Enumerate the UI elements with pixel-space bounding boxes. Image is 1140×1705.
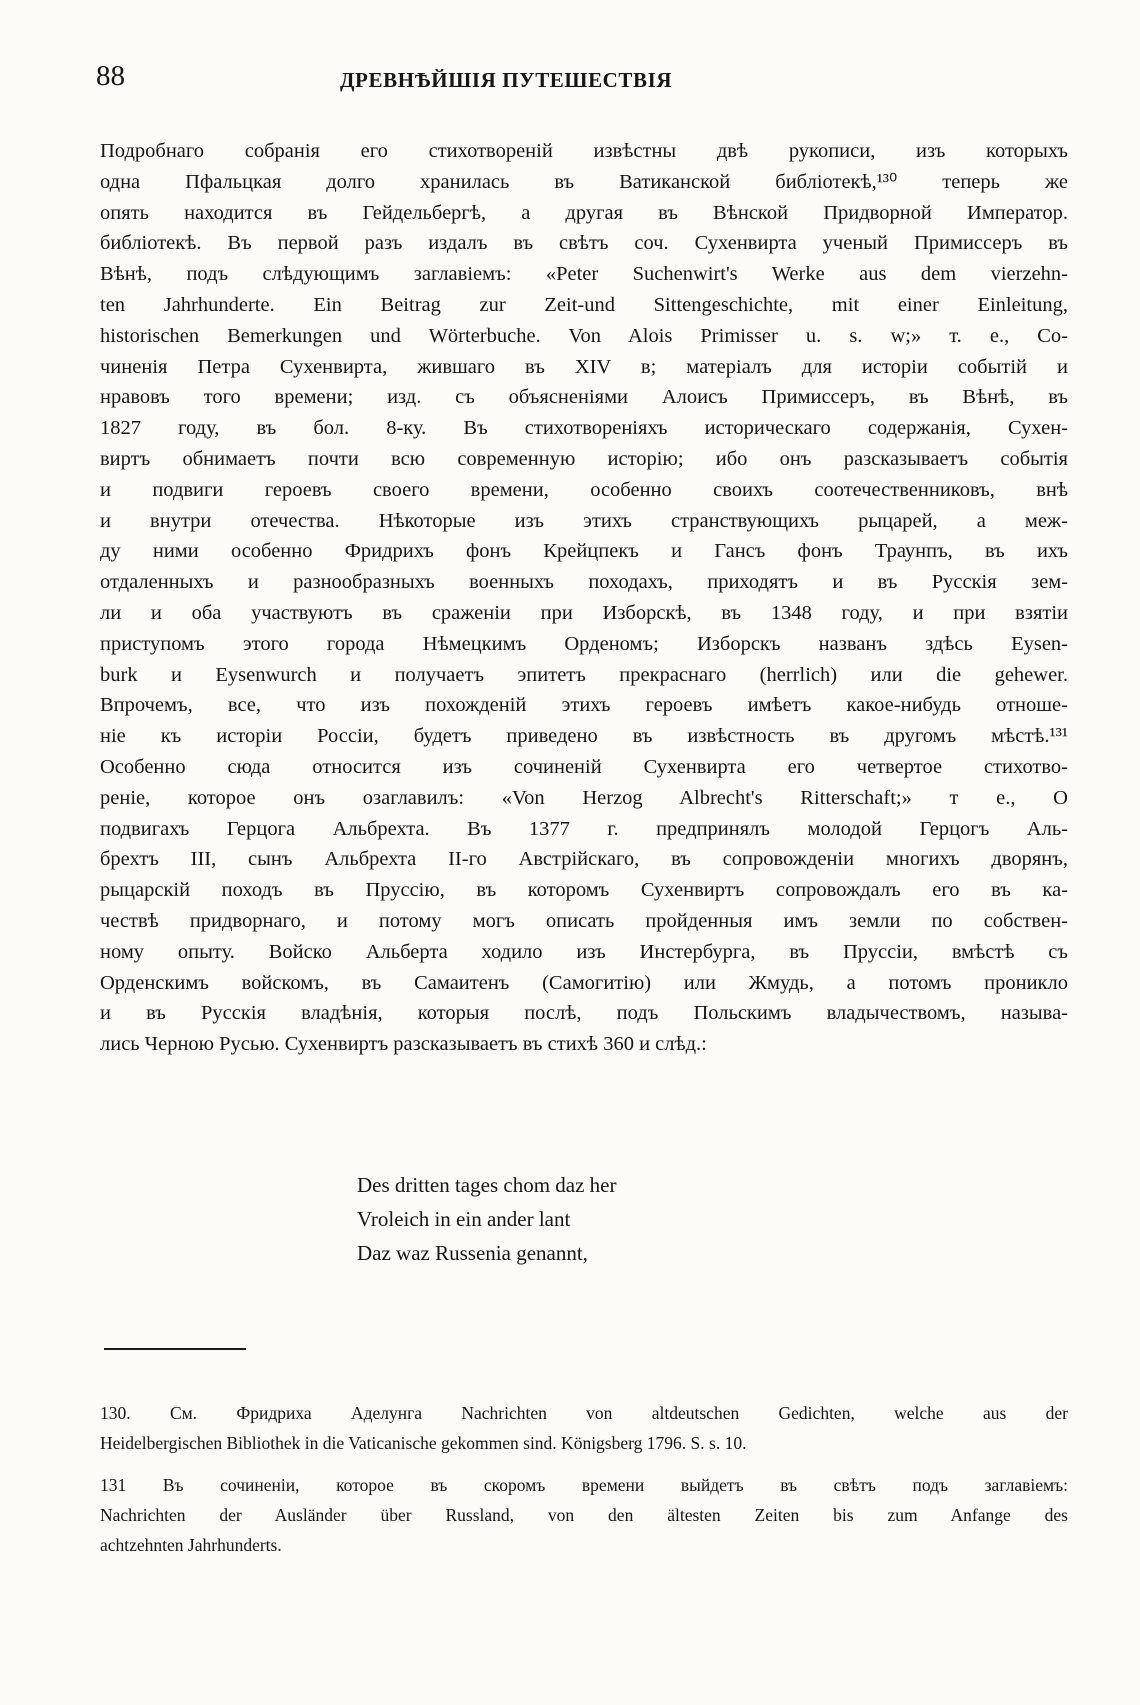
footnote-line: 131 Въ сочиненіи, которое въ скоромъ времени выйдетъ въ свѣтъ подъ заглавіемъ: — [100, 1475, 1068, 1495]
body-line: лись Черною Русью. Сухенвиртъ разсказываетъ въ стихѣ 360 и слѣд.: — [100, 1033, 707, 1056]
body-line: Орденскимъ войскомъ, въ Самаитенъ (Самогитію) или Жмудь, а потомъ проникло — [100, 971, 1068, 994]
page-number: 88 — [96, 60, 125, 92]
running-head: ДРЕВНѢЙШІЯ ПУТЕШЕСТВІЯ — [340, 68, 673, 92]
verse-line: Daz waz Russenia genannt, — [357, 1241, 588, 1265]
body-line: виртъ обнимаетъ почти всю современную исторію; ибо онъ разсказываетъ событія — [100, 447, 1068, 470]
body-text — [100, 136, 1068, 1060]
body-line: ду ними особенно Фридрихъ фонъ Крейцпекъ и Гансъ фонъ Траунпъ, въ ихъ — [100, 540, 1068, 563]
footnote-line: Nachrichten der Ausländer über Russland, von den ältesten Zeiten bis zum Anfange des — [100, 1505, 1068, 1525]
footnotes — [100, 1398, 1068, 1572]
body-line: 1827 году, въ бол. 8-ку. Въ стихотвореніяхъ историческаго содержанія, Сухен- — [100, 417, 1068, 440]
body-line: и подвиги героевъ своего времени, особенно своихъ соотечественниковъ, внѣ — [100, 478, 1068, 501]
body-line: опять находится въ Гейдельбергѣ, а другая въ Вѣнской Придворной Император. — [100, 201, 1068, 224]
footnote-separator — [104, 1348, 246, 1350]
body-line: приступомъ этого города Нѣмецкимъ Орденомъ; Изборскъ названъ здѣсь Eysen- — [100, 632, 1068, 655]
body-line: чествѣ придворнаго, и потому могъ описать пройденныя имъ земли по собствен- — [100, 909, 1068, 932]
body-line: рыцарскій походъ въ Пруссію, въ которомъ Сухенвиртъ сопровождалъ его въ ка- — [100, 879, 1068, 902]
verse-quote — [357, 1168, 617, 1270]
footnote-line: 130. См. Фридриха Аделунга Nachrichten von altdeutschen Gedichten, welche aus der — [100, 1403, 1068, 1423]
body-line: Вѣнѣ, подъ слѣдующимъ заглавіемъ: «Peter Suchenwirt's Werke aus dem vierzehn- — [100, 263, 1068, 286]
body-line: реніе, которое онъ озаглавилъ: «Von Herzog Albrecht's Ritterschaft;» т е., О — [100, 786, 1068, 809]
body-line: burk и Eysenwurch и получаетъ эпитетъ прекраснаго (herrlich) или die gehewer. — [100, 663, 1068, 686]
body-line: Впрочемъ, все, что изъ похожденій этихъ героевъ имѣетъ какое-нибудь отноше- — [100, 694, 1068, 717]
footnote-line: Heidelbergischen Bibliothek in die Vaticanische gekommen sind. Königsberg 1796. S. s. 10. — [100, 1433, 747, 1453]
body-line: ніе къ исторіи Россіи, будетъ приведено въ извѣстность въ другомъ мѣстѣ.¹³¹ — [100, 725, 1068, 748]
body-line: Подробнаго собранія его стихотвореній извѣстны двѣ рукописи, изъ которыхъ — [100, 140, 1068, 162]
body-line: нравовъ того времени; изд. съ объясненіями Алоисъ Примиссеръ, въ Вѣнѣ, въ — [100, 386, 1068, 409]
body-line: чиненія Петра Сухенвирта, жившаго въ XIV в; матеріалъ для исторіи событій и — [100, 355, 1068, 378]
body-line: historischen Bemerkungen und Wörterbuche. Von Alois Primisser u. s. w;» т. е., Со- — [100, 324, 1068, 347]
body-line: ten Jahrhunderte. Ein Beitrag zur Zeit-und Sittengeschichte, mit einer Einleitung, — [100, 293, 1068, 316]
body-line: подвигахъ Герцога Альбрехта. Въ 1377 г. предпринялъ молодой Герцогъ Аль- — [100, 817, 1068, 840]
body-line: ли и оба участвуютъ въ сраженіи при Изборскѣ, въ 1348 году, и при взятіи — [100, 601, 1068, 624]
body-line: одна Пфальцкая долго хранилась въ Ватиканской библіотекѣ,¹³⁰ теперь же — [100, 170, 1068, 193]
body-line: библіотекѣ. Въ первой разъ издалъ въ свѣтъ соч. Сухенвирта ученый Примиссеръ въ — [100, 232, 1068, 255]
footnote-line: achtzehnten Jahrhunderts. — [100, 1535, 282, 1555]
footnote-130 — [100, 1398, 1068, 1458]
body-line: и внутри отечества. Нѣкоторые изъ этихъ странствующихъ рыцарей, а меж- — [100, 509, 1068, 532]
body-line: ному опыту. Войско Альберта ходило изъ Инстербурга, въ Пруссіи, вмѣстѣ съ — [100, 940, 1068, 963]
verse-line: Des dritten tages chom daz her — [357, 1173, 617, 1197]
footnote-131 — [100, 1470, 1068, 1560]
verse-line: Vroleich in ein ander lant — [357, 1207, 571, 1231]
body-line: и въ Русскія владѣнія, которыя послѣ, подъ Польскимъ владычествомъ, называ- — [100, 1002, 1068, 1025]
body-line: Особенно сюда относится изъ сочиненій Сухенвирта его четвертое стихотво- — [100, 755, 1068, 778]
body-line: отдаленныхъ и разнообразныхъ военныхъ походахъ, приходятъ и въ Русскія зем- — [100, 571, 1068, 594]
body-line: брехтъ III, сынъ Альбрехта II-го Австрійскаго, въ сопровожденіи многихъ дворянъ, — [100, 848, 1068, 871]
